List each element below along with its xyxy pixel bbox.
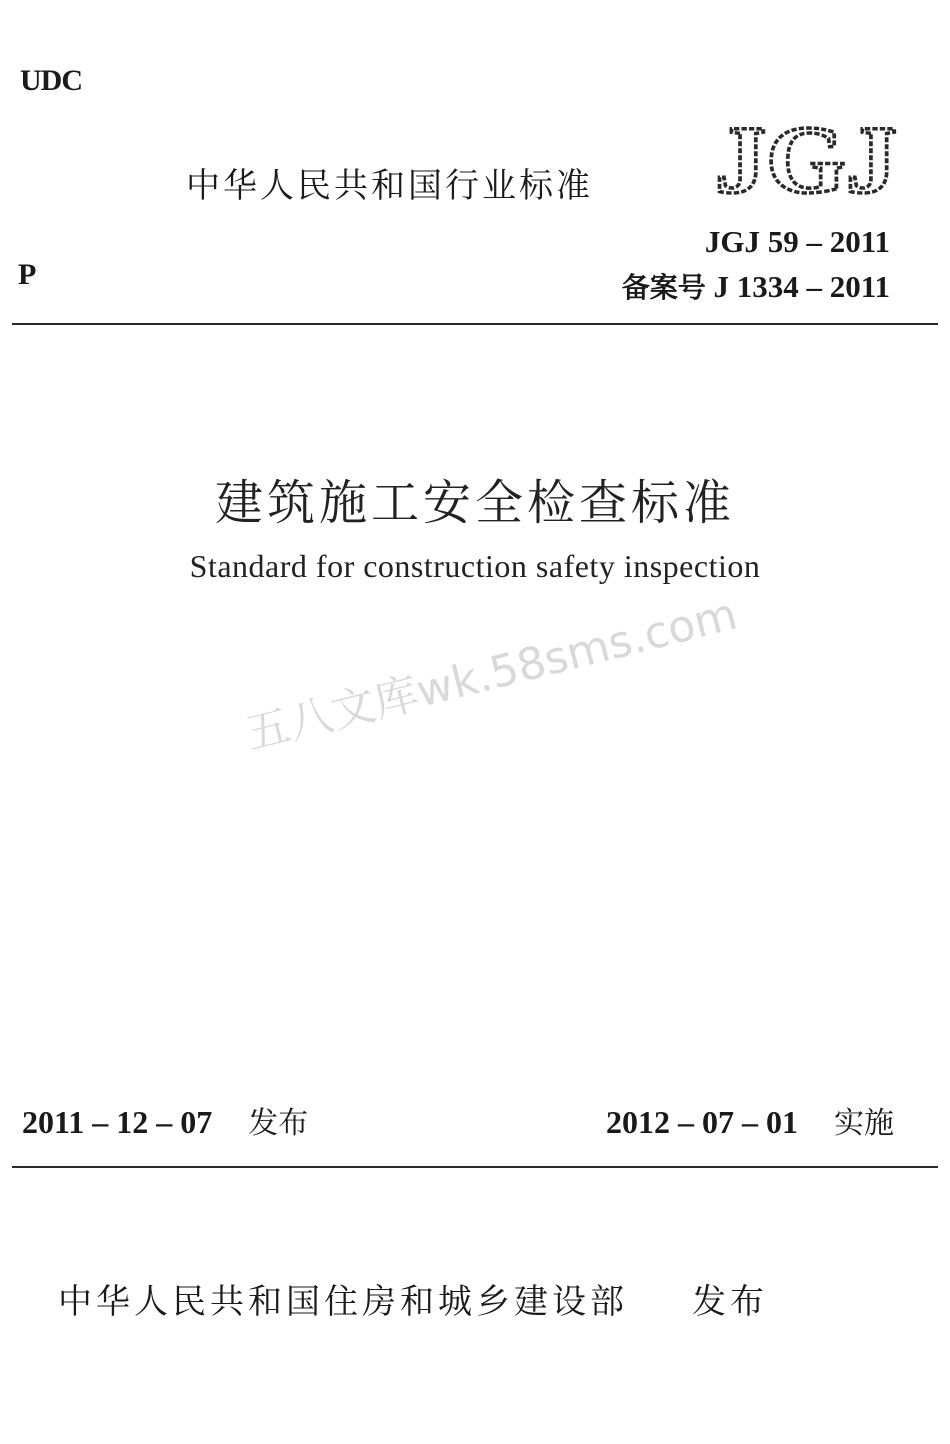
- document-title-en: Standard for construction safety inspection: [189, 548, 761, 584]
- watermark-text: 五八文库wk.58sms.com: [240, 588, 743, 761]
- implement-date-line: [606, 1098, 894, 1142]
- jgj-logo-text: JGJ: [715, 112, 897, 198]
- header-divider: [12, 323, 938, 325]
- publisher-line: [58, 1274, 768, 1323]
- record-label: 备案号: [621, 271, 706, 304]
- implement-date: 2012 – 07 – 01: [606, 1104, 798, 1140]
- implement-label: 实施: [834, 1106, 894, 1141]
- issue-date: 2011 – 12 – 07: [22, 1104, 213, 1140]
- standard-number: JGJ 59 – 2011: [704, 224, 890, 259]
- record-number: J 1334 – 2011: [713, 269, 890, 304]
- industry-standard-title: 中华人民共和国行业标准: [186, 166, 593, 206]
- udc-label: UDC: [20, 64, 82, 97]
- jgj-logo: [712, 112, 900, 198]
- publisher-name: 中华人民共和国住房和城乡建设部: [58, 1282, 628, 1322]
- footer-divider: [12, 1166, 938, 1168]
- document-title-cn: 建筑施工安全检查标准: [214, 475, 735, 531]
- issue-date-line: [22, 1098, 308, 1142]
- issue-label: 发布: [248, 1106, 309, 1141]
- record-number-line: [622, 266, 890, 306]
- category-code: P: [18, 258, 37, 291]
- publish-verb: 发布: [692, 1282, 768, 1322]
